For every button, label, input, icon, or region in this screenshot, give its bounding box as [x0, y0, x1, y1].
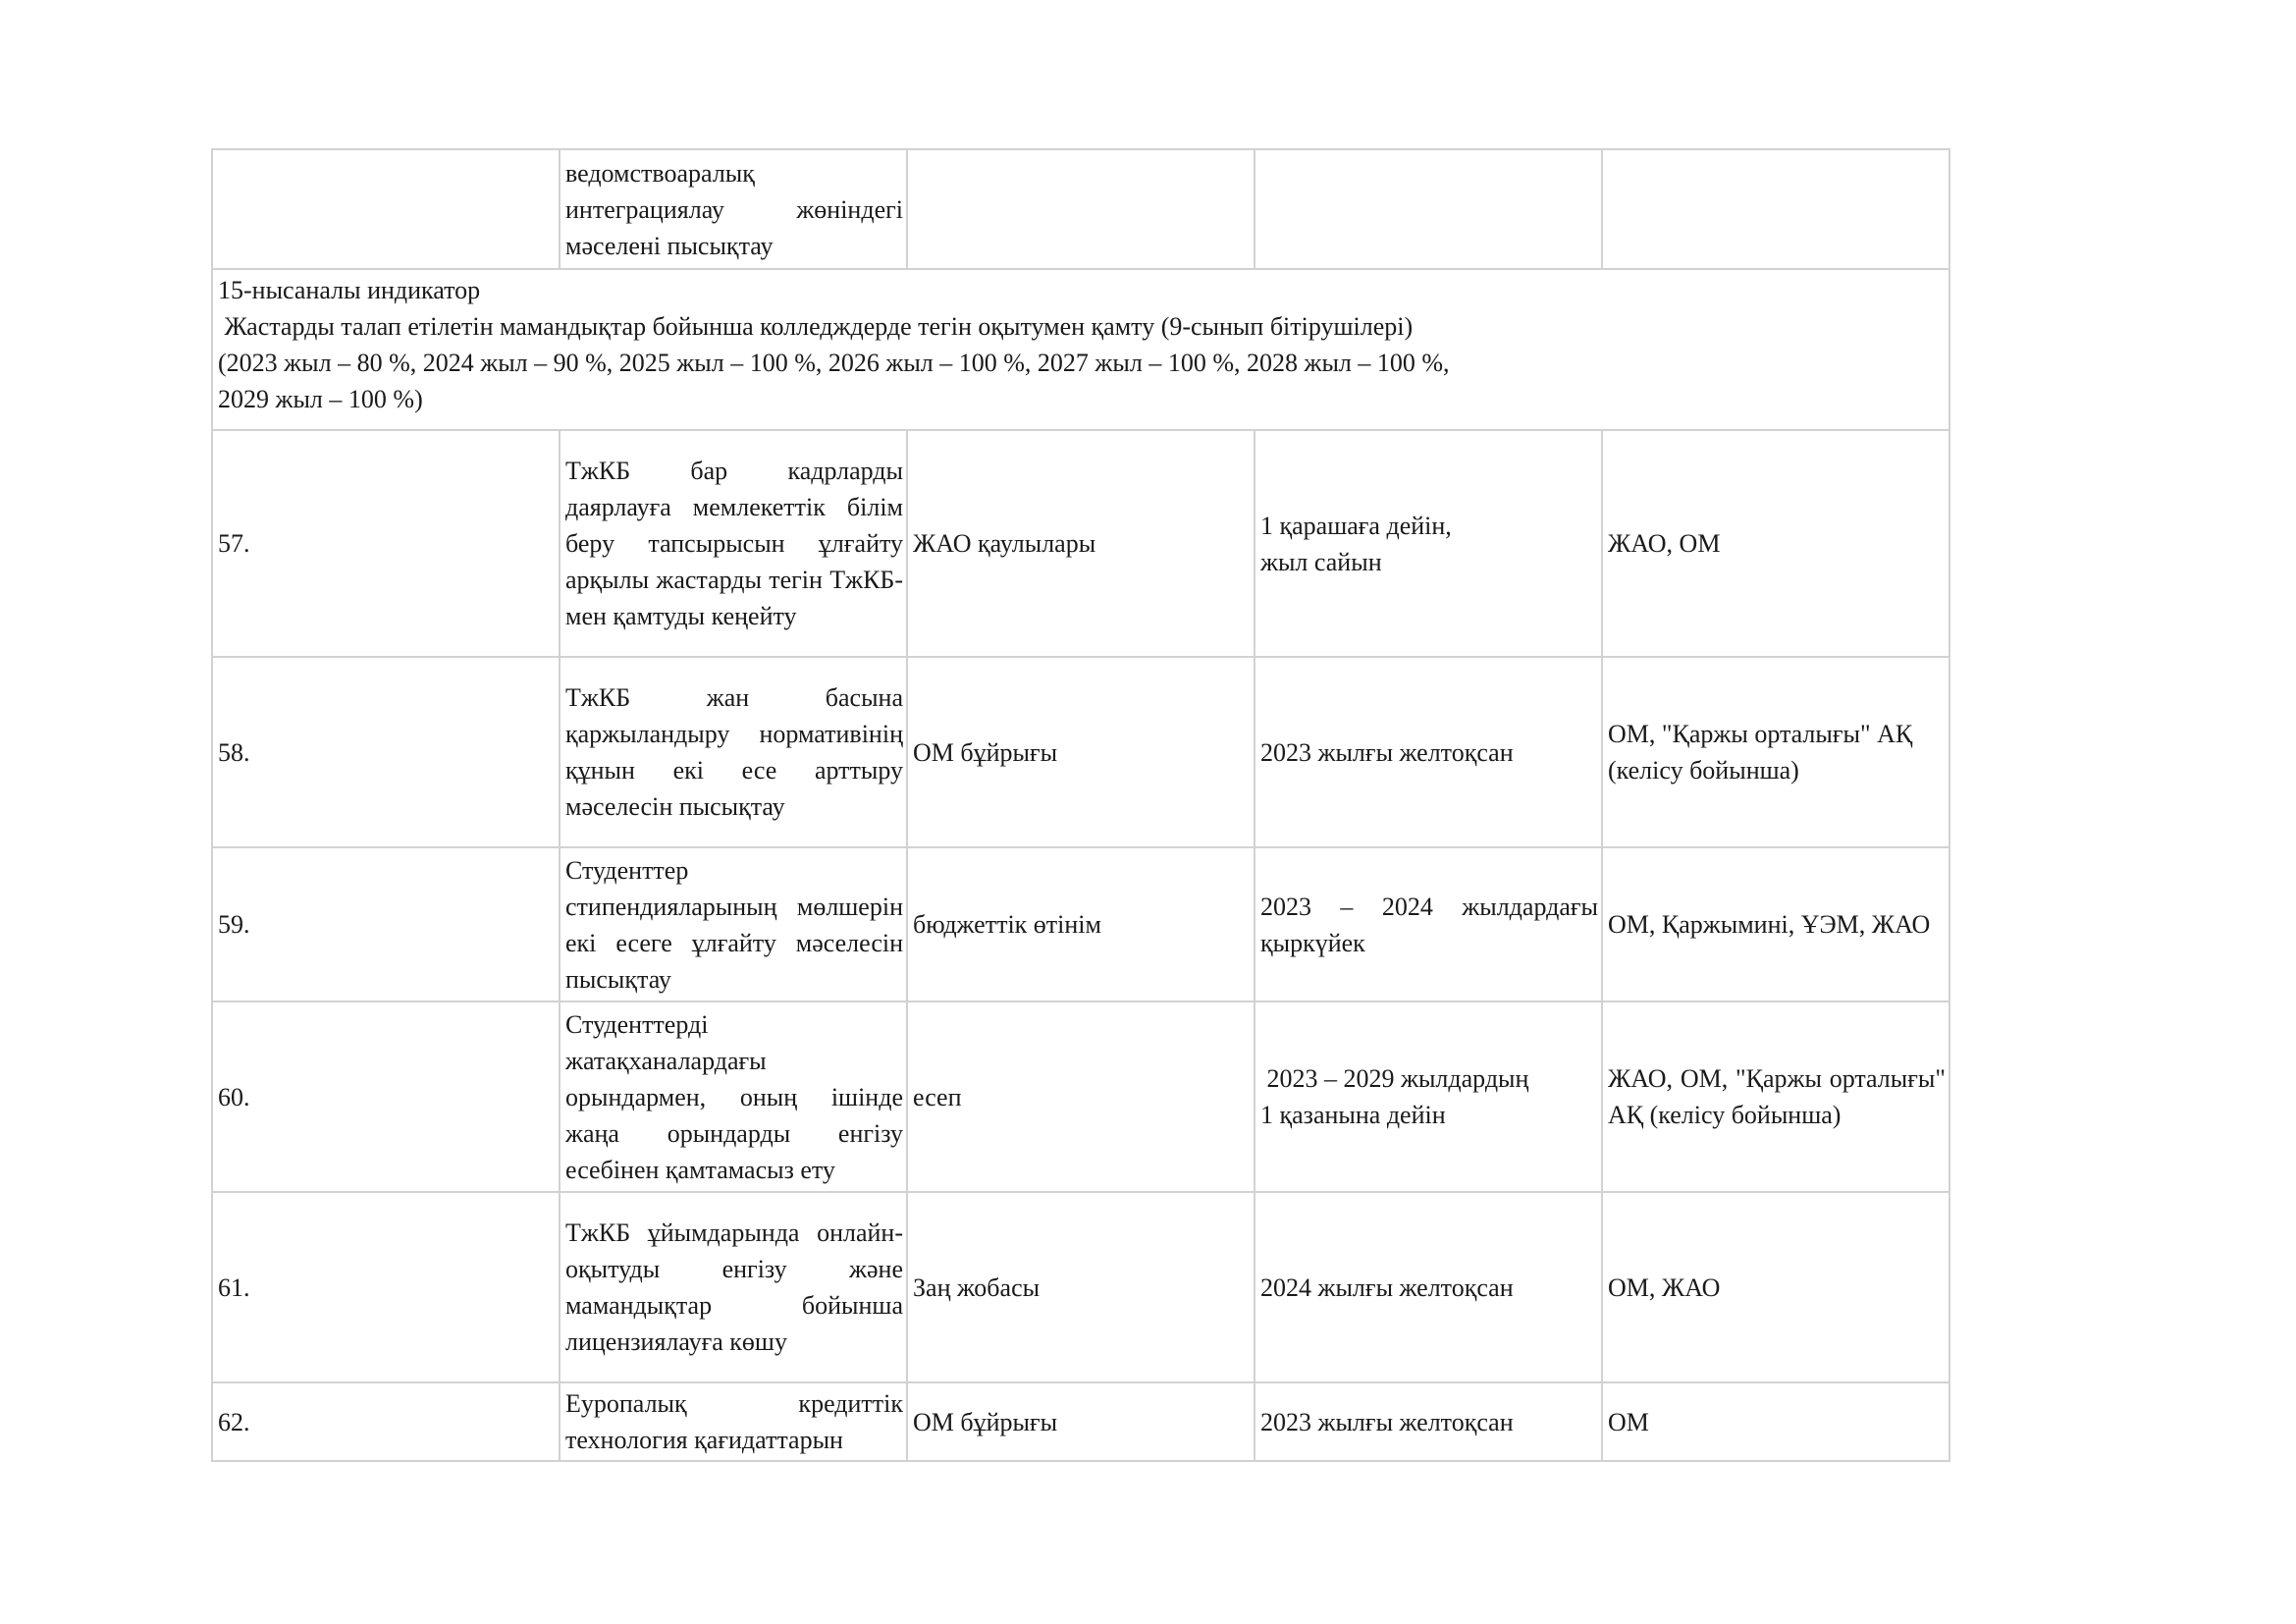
table-row	[212, 1192, 1949, 1382]
row-action: ТжКБ жан басына қаржыландыру нормативінің құнын екі есе арттыру мәселесін пысықтау	[560, 657, 907, 847]
table-row	[212, 149, 1949, 269]
row-term: 2023 – 2024 жылдардағы қыркүйек	[1255, 847, 1602, 1001]
row-responsible: ОМ, ЖАО	[1602, 1192, 1949, 1382]
indicator-cell	[212, 269, 1949, 430]
row-action: ТжКБ бар кадрларды даярлауға мемлекеттік білім беру тапсырысын ұлғайту арқылы жастарды тегін ТжКБ-мен қамтуды кеңейту	[560, 430, 907, 657]
table-row	[212, 1382, 1949, 1461]
row-term-line2: 1 қазанына дейін	[1260, 1101, 1446, 1129]
row-action: ТжКБ ұйымдарында онлайн-оқытуды енгізу және мамандықтар бойынша лицензиялауға көшу	[560, 1192, 907, 1382]
row-number: 61.	[212, 1192, 560, 1382]
row-responsible: ЖАО, ОМ	[1602, 430, 1949, 657]
row-form: бюджеттік өтінім	[907, 847, 1255, 1001]
table-row	[212, 657, 1949, 847]
row-action: Студенттерді жатақханалардағы орындармен, оның ішінде жаңа орындарды енгізу есебінен қамтамасыз ету	[560, 1001, 907, 1192]
indicator-description: Жастарды талап етілетін мамандықтар бойынша колледждерде тегін оқытумен қамту (9-сынып бітірушілері)	[218, 312, 1414, 341]
row-action: ведомствоаралық интеграциялау жөніндегі мәселені пысықтау	[560, 149, 907, 269]
row-form: есеп	[907, 1001, 1255, 1192]
row-term-line1: 1 қарашаға дейін,	[1260, 511, 1452, 540]
row-term: 2024 жылғы желтоқсан	[1255, 1192, 1602, 1382]
row-responsible: ОМ, Қаржымині, ҰЭМ, ЖАО	[1602, 847, 1949, 1001]
row-number: 57.	[212, 430, 560, 657]
row-form: Заң жобасы	[907, 1192, 1255, 1382]
row-form: ОМ бұйрығы	[907, 657, 1255, 847]
table-row	[212, 847, 1949, 1001]
indicator-row	[212, 269, 1949, 430]
row-responsible	[1602, 149, 1949, 269]
row-form: ОМ бұйрығы	[907, 1382, 1255, 1461]
row-term: 2023 жылғы желтоқсан	[1255, 1382, 1602, 1461]
action-plan-table	[211, 148, 1950, 1462]
table-row	[212, 1001, 1949, 1192]
indicator-title: 15-нысаналы индикатор	[218, 276, 481, 304]
row-term	[1255, 430, 1602, 657]
table-row	[212, 430, 1949, 657]
row-number: 58.	[212, 657, 560, 847]
row-responsible: ОМ, "Қаржы орталығы" АҚ (келісу бойынша)	[1602, 657, 1949, 847]
row-number: 62.	[212, 1382, 560, 1461]
row-term-line2: жыл сайын	[1260, 547, 1382, 576]
row-term	[1255, 1001, 1602, 1192]
row-number: 60.	[212, 1001, 560, 1192]
row-responsible: ОМ	[1602, 1382, 1949, 1461]
indicator-targets-line2: 2029 жыл – 100 %)	[218, 385, 423, 413]
row-responsible: ЖАО, ОМ, "Қаржы орталығы" АҚ (келісу бойынша)	[1602, 1001, 1949, 1192]
indicator-targets-line1: (2023 жыл – 80 %, 2024 жыл – 90 %, 2025 жыл – 100 %, 2026 жыл – 100 %, 2027 жыл – 100 %, 2028 жыл – 100 %,	[218, 349, 1450, 377]
row-number	[212, 149, 560, 269]
row-number: 59.	[212, 847, 560, 1001]
row-form: ЖАО қаулылары	[907, 430, 1255, 657]
row-action: Студенттер стипендияларының мөлшерін екі есеге ұлғайту мәселесін пысықтау	[560, 847, 907, 1001]
row-term-line1: 2023 – 2029 жылдардың	[1260, 1064, 1529, 1093]
row-term	[1255, 149, 1602, 269]
row-action: Еуропалық кредиттік технология қағидаттарын	[560, 1382, 907, 1461]
row-term: 2023 жылғы желтоқсан	[1255, 657, 1602, 847]
row-form	[907, 149, 1255, 269]
